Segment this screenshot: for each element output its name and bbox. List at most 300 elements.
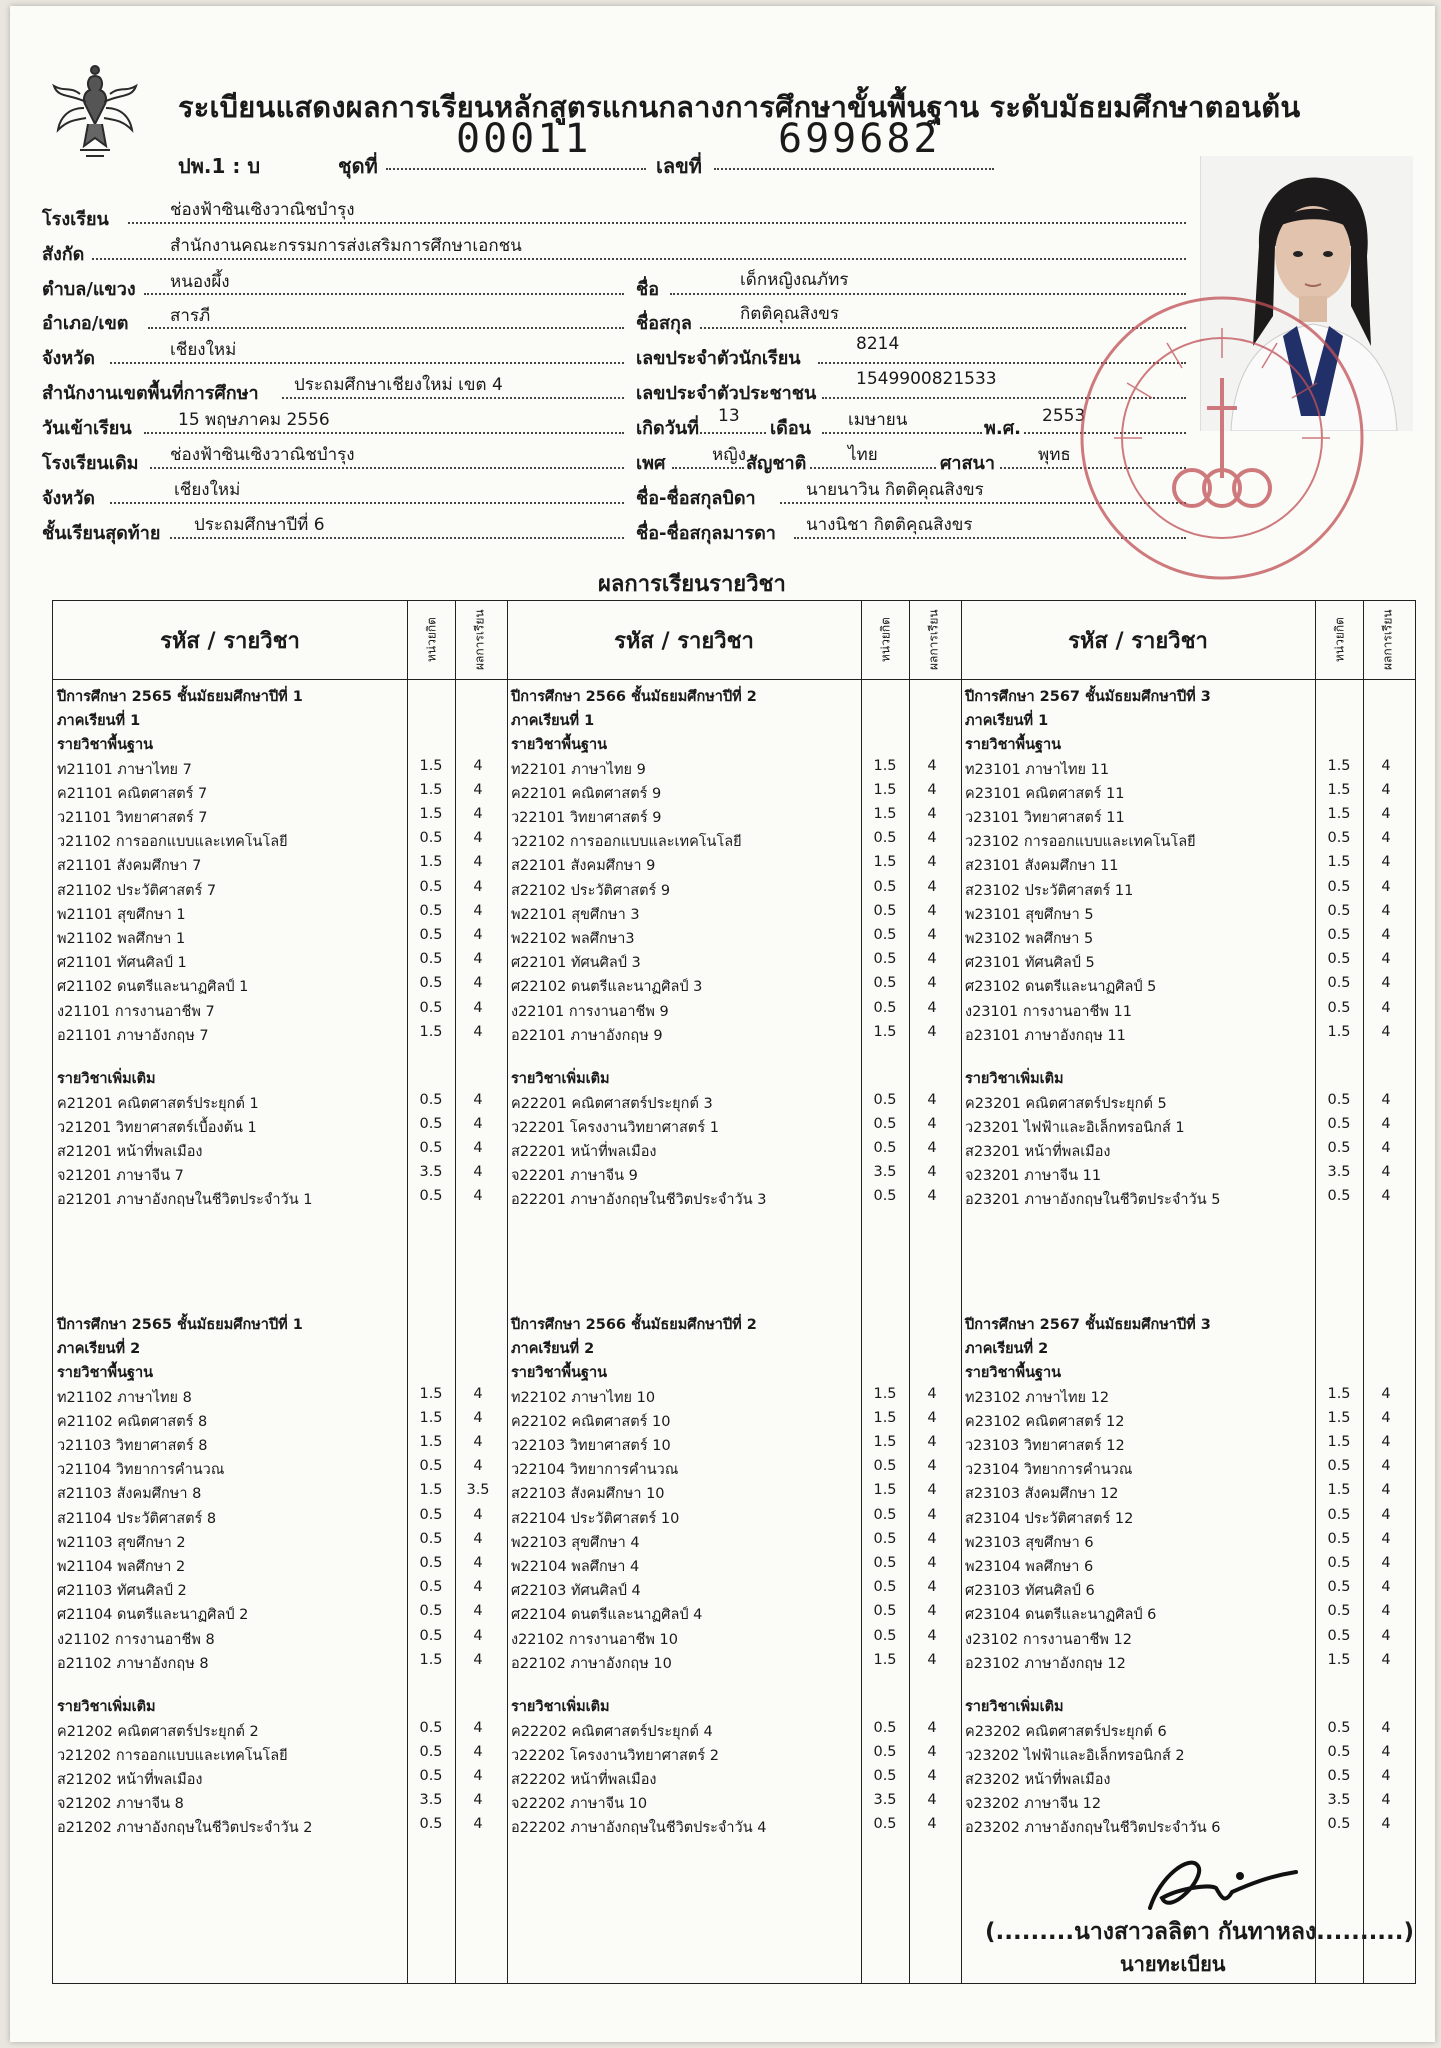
extra-subjects-heading: รายวิชาเพิ่มเติม [57,1071,156,1088]
name-value: เด็กหญิงณภัทร [740,270,849,290]
subject-credit: 0.5 [1327,1530,1351,1547]
basic-subjects-heading: รายวิชาพื้นฐาน [511,1365,608,1382]
subject-grade: 4 [1381,1627,1391,1644]
subject-grade: 4 [1381,1164,1391,1181]
subject-grade: 4 [1381,902,1391,919]
sex-value: หญิง [712,445,746,465]
subject-credit: 0.5 [419,1506,443,1523]
subject-grade: 4 [473,830,483,847]
subject-grade: 4 [473,975,483,992]
year-heading: ปีการศึกษา 2565 ชั้นมัธยมศึกษาปีที่ 1 [57,1317,303,1333]
subject-credit: 0.5 [419,1555,443,1571]
prev-province-label: จังหวัด [42,488,95,509]
prev-school-label: โรงเรียนเดิม [42,453,139,474]
subject-credit: 0.5 [1327,902,1351,919]
subject-credit: 0.5 [873,878,897,895]
extra-subjects-heading: รายวิชาเพิ่มเติม [511,1071,610,1088]
subject-credit: 0.5 [873,1627,897,1644]
school-seal-stamp [1072,288,1372,588]
subject-grade: 4 [1381,1603,1391,1620]
subject-grade: 4 [927,1188,937,1205]
subject-grade: 4 [1381,1651,1391,1668]
subject-grade: 4 [1381,1458,1391,1475]
subject-grade: 4 [927,781,937,798]
subject-credit: 0.5 [1327,830,1351,847]
subject-credit: 0.5 [1327,975,1351,992]
subject-credit: 0.5 [873,927,897,943]
subject-credit: 0.5 [1327,1603,1351,1620]
subject-name: ว22103 วิทยาศาสตร์ 10 [511,1438,671,1454]
subject-credit: 0.5 [873,1091,897,1108]
subject-name: อ21202 ภาษาอังกฤษในชีวิตประจำวัน 2 [57,1820,313,1837]
extra-subjects-heading: รายวิชาเพิ่มเติม [57,1699,156,1716]
subject-name: อ21102 ภาษาอังกฤษ 8 [57,1655,209,1672]
subject-grade: 4 [1381,854,1391,871]
subject-credit: 0.5 [419,1743,443,1760]
prev-province-value: เชียงใหม่ [174,480,241,500]
student-id-value: 8214 [856,334,900,354]
subject-credit: 1.5 [419,1385,443,1402]
subject-name: ท23101 ภาษาไทย 11 [965,761,1110,778]
subject-name: ง23102 การงานอาชีพ 12 [965,1631,1132,1648]
subject-grade: 4 [1381,1816,1391,1833]
subject-credit: 1.5 [419,1023,443,1040]
extra-subjects-heading: รายวิชาเพิ่มเติม [511,1699,610,1716]
subject-credit: 0.5 [873,975,897,992]
birth-month-label: เดือน [770,418,811,439]
subject-name: ศ23103 ทัศนศิลป์ 6 [965,1583,1095,1600]
subject-name: ส21101 สังคมศึกษา 7 [57,858,202,875]
subject-grade: 4 [473,1555,483,1571]
subject-grade: 4 [473,1743,483,1760]
subject-name: อ22102 ภาษาอังกฤษ 10 [511,1655,672,1672]
term-heading: ภาคเรียนที่ 2 [965,1341,1049,1358]
subject-grade: 4 [473,1434,483,1450]
subject-name: พ23101 สุขศึกษา 5 [965,906,1094,923]
subject-credit: 0.5 [873,1743,897,1760]
header-grade: ผลการเรียน [472,609,487,671]
subject-credit: 0.5 [1327,1458,1351,1475]
subject-credit: 1.5 [873,1651,897,1668]
subject-grade: 4 [1381,806,1391,822]
subject-name: ส23201 หน้าที่พลเมือง [965,1143,1111,1160]
subject-name: ว21202 การออกแบบและเทคโนโลยี [57,1747,288,1764]
subject-credit: 0.5 [873,1816,897,1833]
serial-row [178,116,998,178]
subject-name: ศ23104 ดนตรีและนาฏศิลป์ 6 [965,1607,1157,1624]
subject-credit: 0.5 [873,1767,897,1784]
results-title: ผลการเรียนรายวิชา [598,572,786,597]
basic-subjects-heading: รายวิชาพื้นฐาน [511,737,608,754]
school-label: โรงเรียน [42,209,109,230]
subject-grade: 4 [1381,927,1391,943]
subject-credit: 0.5 [1327,951,1351,968]
term-heading: ภาคเรียนที่ 1 [511,713,595,730]
subject-credit: 0.5 [419,1458,443,1475]
subject-credit: 0.5 [1327,1767,1351,1784]
subject-name: ส22104 ประวัติศาสตร์ 10 [511,1510,680,1527]
subject-credit: 3.5 [1327,1164,1351,1181]
subject-credit: 1.5 [873,1434,897,1450]
subject-credit: 1.5 [873,1385,897,1402]
header-credit: หน่วยกิต [1332,617,1347,663]
subject-credit: 1.5 [1327,1482,1351,1499]
last-grade-value: ประถมศึกษาปีที่ 6 [194,515,325,535]
entry-date-value: 15 พฤษภาคม 2556 [178,410,330,430]
subject-grade: 4 [927,878,937,895]
subject-grade: 4 [927,1555,937,1571]
subject-name: ส23104 ประวัติศาสตร์ 12 [965,1510,1134,1527]
header-credit: หน่วยกิต [424,617,439,663]
subject-name: ท23102 ภาษาไทย 12 [965,1389,1110,1406]
registrar-signature [1120,1836,1300,1926]
subject-name: ง23101 การงานอาชีพ 11 [965,1003,1132,1020]
surname-label: ชื่อสกุล [636,313,692,334]
subject-credit: 0.5 [873,1530,897,1547]
subject-grade: 4 [473,1530,483,1547]
subject-credit: 0.5 [873,1139,897,1156]
subject-name: ง22101 การงานอาชีพ 9 [511,1003,669,1020]
subject-name: ศ21101 ทัศนศิลป์ 1 [57,955,187,972]
subject-credit: 0.5 [873,951,897,968]
subject-credit: 1.5 [1327,757,1351,774]
basic-subjects-heading: รายวิชาพื้นฐาน [965,1365,1062,1382]
subject-credit: 0.5 [1327,1188,1351,1205]
subject-grade: 4 [927,999,937,1016]
subject-name: พ21102 พลศึกษา 1 [57,931,186,947]
subject-grade: 4 [1381,1385,1391,1402]
subject-credit: 0.5 [1327,1579,1351,1596]
student-id-label: เลขประจำตัวนักเรียน [636,348,801,369]
subject-name: ท21102 ภาษาไทย 8 [57,1389,192,1406]
subject-credit: 0.5 [419,999,443,1016]
subject-credit: 1.5 [873,757,897,774]
subject-name: พ22101 สุขศึกษา 3 [511,906,640,923]
subject-grade: 4 [1381,1091,1391,1108]
subject-name: ท22101 ภาษาไทย 9 [511,761,646,778]
subject-name: ส22101 สังคมศึกษา 9 [511,858,656,875]
subject-credit: 0.5 [1327,1555,1351,1571]
header-grade: ผลการเรียน [926,609,941,671]
subject-grade: 4 [1381,1139,1391,1156]
subject-credit: 1.5 [419,1651,443,1668]
subject-credit: 0.5 [1327,1743,1351,1760]
subject-name: ค22101 คณิตศาสตร์ 9 [511,785,662,802]
birth-day-label: เกิดวันที่ [636,418,700,439]
subject-grade: 4 [1381,1743,1391,1760]
subject-credit: 1.5 [1327,781,1351,798]
subject-grade: 4 [473,1651,483,1668]
subject-name: ค23201 คณิตศาสตร์ประยุกต์ 5 [965,1095,1167,1112]
subject-name: ค21101 คณิตศาสตร์ 7 [57,785,208,802]
subject-grade: 4 [1381,1792,1391,1809]
subject-credit: 1.5 [419,1434,443,1450]
subject-credit: 0.5 [419,1627,443,1644]
subject-name: ศ23102 ดนตรีและนาฏศิลป์ 5 [965,979,1157,996]
subject-credit: 0.5 [419,1603,443,1620]
subject-grade: 4 [927,975,937,992]
subject-credit: 0.5 [873,1506,897,1523]
father-label: ชื่อ-ชื่อสกุลบิดา [636,488,756,509]
subject-name: ค23101 คณิตศาสตร์ 11 [965,785,1125,802]
subject-credit: 1.5 [419,757,443,774]
subject-name: ค22102 คณิตศาสตร์ 10 [511,1413,671,1430]
province-value: เชียงใหม่ [170,340,237,360]
subject-credit: 0.5 [1327,999,1351,1016]
subject-grade: 4 [927,854,937,871]
subject-grade: 4 [1381,1409,1391,1426]
subject-grade: 4 [927,927,937,943]
extra-subjects-heading: รายวิชาเพิ่มเติม [965,1699,1064,1716]
subject-credit: 0.5 [873,902,897,919]
subject-credit: 0.5 [1327,1091,1351,1108]
subject-name: ส21104 ประวัติศาสตร์ 8 [57,1510,217,1527]
basic-subjects-heading: รายวิชาพื้นฐาน [965,737,1062,754]
grades-table [52,600,1416,1984]
school-value: ช่องฟ้าซินเซิงวาณิชบำรุง [170,200,355,220]
subject-grade: 4 [473,1603,483,1620]
header-subject: รหัส / รายวิชา [160,629,300,654]
subject-name: ว22201 โครงงานวิทยาศาสตร์ 1 [511,1119,719,1136]
subject-name: ค23202 คณิตศาสตร์ประยุกต์ 6 [965,1723,1167,1740]
year-heading: ปีการศึกษา 2566 ชั้นมัธยมศึกษาปีที่ 2 [511,1317,757,1333]
subject-credit: 1.5 [873,781,897,798]
subject-name: ว23103 วิทยาศาสตร์ 12 [965,1438,1125,1454]
set-label: ชุดที่ [338,154,378,178]
subject-grade: 4 [473,781,483,798]
subject-name: ค21102 คณิตศาสตร์ 8 [57,1413,208,1430]
subject-name: อ23102 ภาษาอังกฤษ 12 [965,1655,1126,1672]
subject-grade: 4 [1381,951,1391,968]
subject-name: ศ23101 ทัศนศิลป์ 5 [965,955,1095,972]
subject-credit: 0.5 [1327,1115,1351,1132]
subject-credit: 0.5 [419,975,443,992]
subject-name: ว21104 วิทยาการคำนวณ [57,1462,225,1479]
subject-grade: 4 [1381,975,1391,992]
subject-name: อ23101 ภาษาอังกฤษ 11 [965,1027,1126,1044]
subject-name: ว23101 วิทยาศาสตร์ 11 [965,810,1125,826]
subject-credit: 1.5 [873,1409,897,1426]
subject-name: ง21101 การงานอาชีพ 7 [57,1003,215,1020]
subject-grade: 4 [473,1579,483,1596]
subject-grade: 4 [1381,1579,1391,1596]
subject-credit: 0.5 [419,830,443,847]
subject-credit: 3.5 [419,1164,443,1181]
subject-name: จ21202 ภาษาจีน 8 [57,1796,184,1813]
subject-grade: 4 [927,1743,937,1760]
column-divider [507,601,508,1983]
subject-name: พ21101 สุขศึกษา 1 [57,906,186,923]
birth-day-value: 13 [718,406,740,426]
year-heading: ปีการศึกษา 2567 ชั้นมัธยมศึกษาปีที่ 3 [965,689,1211,705]
subject-grade: 4 [473,1767,483,1784]
document-number: 699682 [778,116,941,162]
subject-name: ส23101 สังคมศึกษา 11 [965,858,1119,875]
subject-grade: 4 [927,1482,937,1499]
subject-name: ค21201 คณิตศาสตร์ประยุกต์ 1 [57,1095,259,1112]
subject-grade: 4 [1381,1555,1391,1571]
subject-name: พ22103 สุขศึกษา 4 [511,1534,640,1551]
subject-grade: 4 [473,1458,483,1475]
subject-name: ศ22104 ดนตรีและนาฏศิลป์ 4 [511,1607,703,1624]
subject-grade: 4 [927,1627,937,1644]
subject-grade: 4 [473,902,483,919]
subject-name: อ22201 ภาษาอังกฤษในชีวิตประจำวัน 3 [511,1192,767,1209]
subject-credit: 0.5 [1327,1719,1351,1736]
subject-name: ศ22102 ดนตรีและนาฏศิลป์ 3 [511,979,703,996]
subject-grade: 4 [927,902,937,919]
subject-grade: 4 [1381,1115,1391,1132]
sex-label: เพศ [636,453,666,474]
subject-name: อ23201 ภาษาอังกฤษในชีวิตประจำวัน 5 [965,1192,1221,1209]
subject-name: พ21103 สุขศึกษา 2 [57,1534,186,1551]
subject-credit: 0.5 [419,1139,443,1156]
subject-grade: 4 [927,1719,937,1736]
subject-grade: 4 [1381,1767,1391,1784]
religion-label: ศาสนา [940,453,995,474]
year-heading: ปีการศึกษา 2566 ชั้นมัธยมศึกษาปีที่ 2 [511,689,757,705]
subject-name: ว23202 ไฟฟ้าและอิเล็กทรอนิกส์ 2 [965,1747,1185,1764]
birth-month-value: เมษายน [848,410,908,430]
subject-name: พ23102 พลศึกษา 5 [965,931,1094,947]
area-value: ประถมศึกษาเชียงใหม่ เขต 4 [294,375,503,395]
subject-grade: 4 [927,1792,937,1809]
subject-credit: 0.5 [419,1091,443,1108]
subject-grade: 4 [1381,1434,1391,1450]
subject-grade: 4 [473,1023,483,1040]
subject-grade: 4 [473,1409,483,1426]
term-heading: ภาคเรียนที่ 2 [57,1341,141,1358]
subject-grade: 3.5 [466,1482,490,1499]
subject-grade: 4 [473,1816,483,1833]
citizen-id-label: เลขประจำตัวประชาชน [636,383,817,404]
subject-grade: 4 [473,1506,483,1523]
entry-date-label: วันเข้าเรียน [42,418,132,439]
subject-name: อ22101 ภาษาอังกฤษ 9 [511,1027,663,1044]
subject-credit: 0.5 [419,1188,443,1205]
subject-credit: 0.5 [419,951,443,968]
subject-grade: 4 [927,1603,937,1620]
subject-name: ง21102 การงานอาชีพ 8 [57,1631,215,1648]
subject-grade: 4 [927,1139,937,1156]
subject-grade: 4 [1381,1506,1391,1523]
subject-grade: 4 [927,1409,937,1426]
subject-credit: 1.5 [873,1023,897,1040]
term-heading: ภาคเรียนที่ 1 [57,713,141,730]
subject-credit: 0.5 [1327,1627,1351,1644]
form-code: ปพ.1 : บ [178,154,261,178]
garuda-emblem-icon [50,64,140,164]
subject-name: ค22202 คณิตศาสตร์ประยุกต์ 4 [511,1723,713,1740]
subject-name: ศ21103 ทัศนศิลป์ 2 [57,1583,187,1600]
subject-name: ส22102 ประวัติศาสตร์ 9 [511,882,671,899]
subject-credit: 0.5 [1327,927,1351,943]
subject-grade: 4 [1381,830,1391,847]
subject-name: อ21101 ภาษาอังกฤษ 7 [57,1027,209,1044]
subject-credit: 0.5 [873,1579,897,1596]
subject-name: จ21201 ภาษาจีน 7 [57,1168,184,1185]
subject-name: พ23103 สุขศึกษา 6 [965,1534,1094,1551]
subject-name: ว22104 วิทยาการคำนวณ [511,1462,679,1479]
mother-value: นางนิชา กิตติคุณสิงขร [806,515,973,535]
subject-credit: 3.5 [873,1792,897,1809]
subject-grade: 4 [927,806,937,822]
subject-grade: 4 [927,1164,937,1181]
subject-name: ว23102 การออกแบบและเทคโนโลยี [965,834,1196,851]
subject-name: ว22101 วิทยาศาสตร์ 9 [511,810,662,826]
subject-grade: 4 [927,1767,937,1784]
subject-grade: 4 [473,1792,483,1809]
subject-name: พ22102 พลศึกษา3 [511,931,635,947]
subject-credit: 0.5 [873,1603,897,1620]
affiliation-value: สำนักงานคณะกรรมการส่งเสริมการศึกษาเอกชน [170,236,522,256]
subject-name: ส23202 หน้าที่พลเมือง [965,1771,1111,1788]
subject-credit: 1.5 [873,1482,897,1499]
subject-grade: 4 [473,757,483,774]
subject-name: ว21201 วิทยาศาสตร์เบื้องต้น 1 [57,1119,257,1136]
subject-name: พ23104 พลศึกษา 6 [965,1559,1094,1575]
subject-name: อ23202 ภาษาอังกฤษในชีวิตประจำวัน 6 [965,1820,1221,1837]
subject-credit: 0.5 [419,1530,443,1547]
subject-credit: 1.5 [1327,1023,1351,1040]
subject-grade: 4 [1381,757,1391,774]
subject-credit: 3.5 [419,1792,443,1809]
birth-year-label: พ.ศ. [984,418,1021,439]
subject-credit: 0.5 [873,1555,897,1571]
basic-subjects-heading: รายวิชาพื้นฐาน [57,737,154,754]
prev-school-value: ช่องฟ้าซินเซิงวาณิชบำรุง [170,445,355,465]
father-value: นายนาวิน กิตติคุณสิงขร [806,480,984,500]
subject-credit: 0.5 [419,1579,443,1596]
extra-subjects-heading: รายวิชาเพิ่มเติม [965,1071,1064,1088]
subject-grade: 4 [473,1139,483,1156]
subject-grade: 4 [927,1530,937,1547]
subject-credit: 0.5 [419,902,443,919]
subject-grade: 4 [1381,1023,1391,1040]
subject-name: ส22202 หน้าที่พลเมือง [511,1771,657,1788]
subject-name: ส21202 หน้าที่พลเมือง [57,1771,203,1788]
subject-name: พ22104 พลศึกษา 4 [511,1559,640,1575]
subject-credit: 1.5 [1327,1385,1351,1402]
mother-label: ชื่อ-ชื่อสกุลมารดา [636,523,776,544]
subject-grade: 4 [1381,781,1391,798]
subject-name: ว23201 ไฟฟ้าและอิเล็กทรอนิกส์ 1 [965,1119,1185,1136]
subject-grade: 4 [927,1434,937,1450]
surname-value: กิตติคุณสิงขร [740,304,839,324]
subject-credit: 0.5 [419,1115,443,1132]
subject-name: ง22102 การงานอาชีพ 10 [511,1631,678,1648]
subject-credit: 1.5 [419,1482,443,1499]
subject-credit: 0.5 [1327,1139,1351,1156]
subject-grade: 4 [927,1816,937,1833]
subject-name: จ22202 ภาษาจีน 10 [511,1796,648,1813]
citizen-id-value: 1549900821533 [856,369,997,389]
subject-credit: 1.5 [419,781,443,798]
subject-grade: 4 [927,757,937,774]
last-grade-label: ชั้นเรียนสุดท้าย [42,523,161,544]
subject-grade: 4 [1381,878,1391,895]
subject-name: ว22202 โครงงานวิทยาศาสตร์ 2 [511,1747,719,1764]
header-subject: รหัส / รายวิชา [1068,629,1208,654]
nationality-label: สัญชาติ [746,453,807,474]
subject-grade: 4 [473,1385,483,1402]
subject-credit: 0.5 [1327,878,1351,895]
subject-grade: 4 [473,878,483,895]
subject-grade: 4 [927,1579,937,1596]
term-heading: ภาคเรียนที่ 2 [511,1341,595,1358]
header-grade: ผลการเรียน [1380,609,1395,671]
subject-credit: 0.5 [419,878,443,895]
